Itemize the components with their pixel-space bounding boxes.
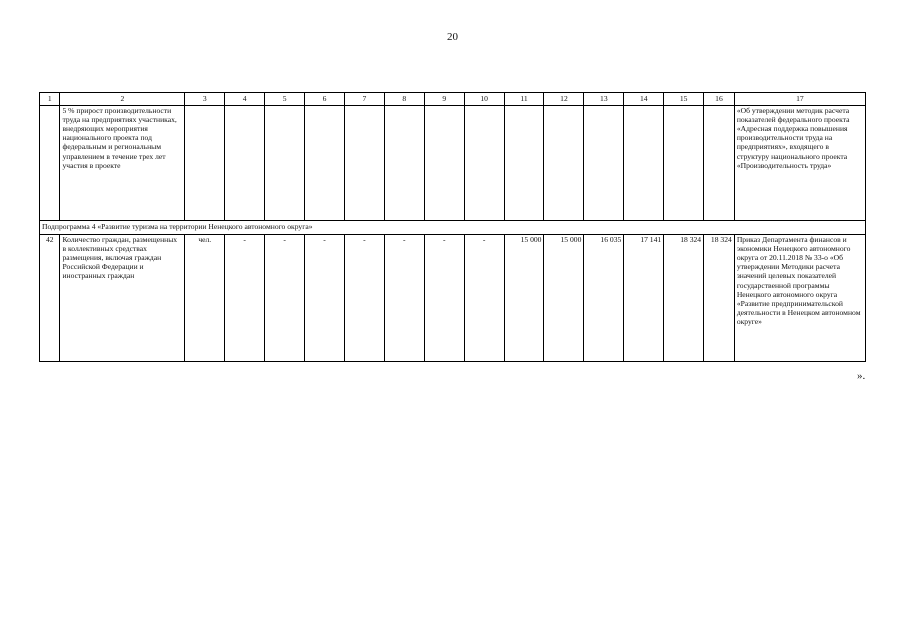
header-cell: 1 xyxy=(40,93,60,106)
table-cell xyxy=(504,106,544,221)
table-cell xyxy=(265,106,305,221)
column-number-row xyxy=(40,93,866,106)
header-cell: 9 xyxy=(424,93,464,106)
table-cell xyxy=(424,106,464,221)
page-number: 20 xyxy=(447,31,458,43)
subprogram-row xyxy=(40,221,866,235)
value-cell: 15 000 xyxy=(504,235,544,362)
table-cell xyxy=(305,106,345,221)
table-cell xyxy=(40,106,60,221)
value-cell: - xyxy=(225,235,265,362)
header-cell: 17 xyxy=(734,93,865,106)
table-cell xyxy=(624,106,664,221)
value-cell: 18 324 xyxy=(704,235,735,362)
value-cell: - xyxy=(424,235,464,362)
header-cell: 8 xyxy=(384,93,424,106)
header-cell: 11 xyxy=(504,93,544,106)
header-cell: 3 xyxy=(185,93,225,106)
table-cell xyxy=(225,106,265,221)
value-cell: 16 035 xyxy=(584,235,624,362)
header-cell: 16 xyxy=(704,93,735,106)
table-cell xyxy=(344,106,384,221)
value-cell: - xyxy=(464,235,504,362)
table-row-42 xyxy=(40,235,866,362)
value-cell: 15 000 xyxy=(544,235,584,362)
value-cell: - xyxy=(344,235,384,362)
value-cell: - xyxy=(305,235,345,362)
header-cell: 7 xyxy=(344,93,384,106)
header-cell: 10 xyxy=(464,93,504,106)
header-cell: 15 xyxy=(664,93,704,106)
row-number-cell: 42 xyxy=(40,235,60,362)
header-cell: 13 xyxy=(584,93,624,106)
table-cell xyxy=(584,106,624,221)
header-cell: 12 xyxy=(544,93,584,106)
table-cell xyxy=(464,106,504,221)
indicator-name-cell: Количество граждан, размещенных в коллективных средствах размещения, включая граждан Российской Федерации и иностранных граждан xyxy=(60,235,185,362)
unit-cell: чел. xyxy=(185,235,225,362)
table-cell xyxy=(384,106,424,221)
header-cell: 5 xyxy=(265,93,305,106)
subprogram-title: Подпрограмма 4 «Развитие туризма на территории Ненецкого автономного округа» xyxy=(40,221,866,235)
source-document-cell: Приказ Департамента финансов и экономики Ненецкого автономного округа от 20.11.2018 № 33-о «Об утверждении Методики расчета значений целевых показателей государственной программы Ненецкого автономного округа «Развитие предпринимательской деятельности в Ненецком автономном округе» xyxy=(734,235,865,362)
table-cell xyxy=(704,106,735,221)
header-cell: 4 xyxy=(225,93,265,106)
closing-quote-mark: ». xyxy=(857,370,866,382)
indicator-name-cell: 5 % прирост производительности труда на предприятиях участниках, внедряющих мероприятия национального проекта под федеральным и региональным управлением в течение трех лет участия в проекте xyxy=(60,106,185,221)
table-cell xyxy=(185,106,225,221)
value-cell: - xyxy=(265,235,305,362)
table-cell xyxy=(664,106,704,221)
value-cell: 18 324 xyxy=(664,235,704,362)
table-cell xyxy=(544,106,584,221)
header-cell: 2 xyxy=(60,93,185,106)
table-row-continuation xyxy=(40,106,866,221)
value-cell: - xyxy=(384,235,424,362)
value-cell: 17 141 xyxy=(624,235,664,362)
header-cell: 6 xyxy=(305,93,345,106)
indicator-table xyxy=(39,92,866,362)
source-document-cell: «Об утверждении методик расчета показателей федерального проекта «Адресная поддержка повышения производительности труда на предприятиях», входящего в структуру национального проекта «Производительность труда» xyxy=(734,106,865,221)
header-cell: 14 xyxy=(624,93,664,106)
